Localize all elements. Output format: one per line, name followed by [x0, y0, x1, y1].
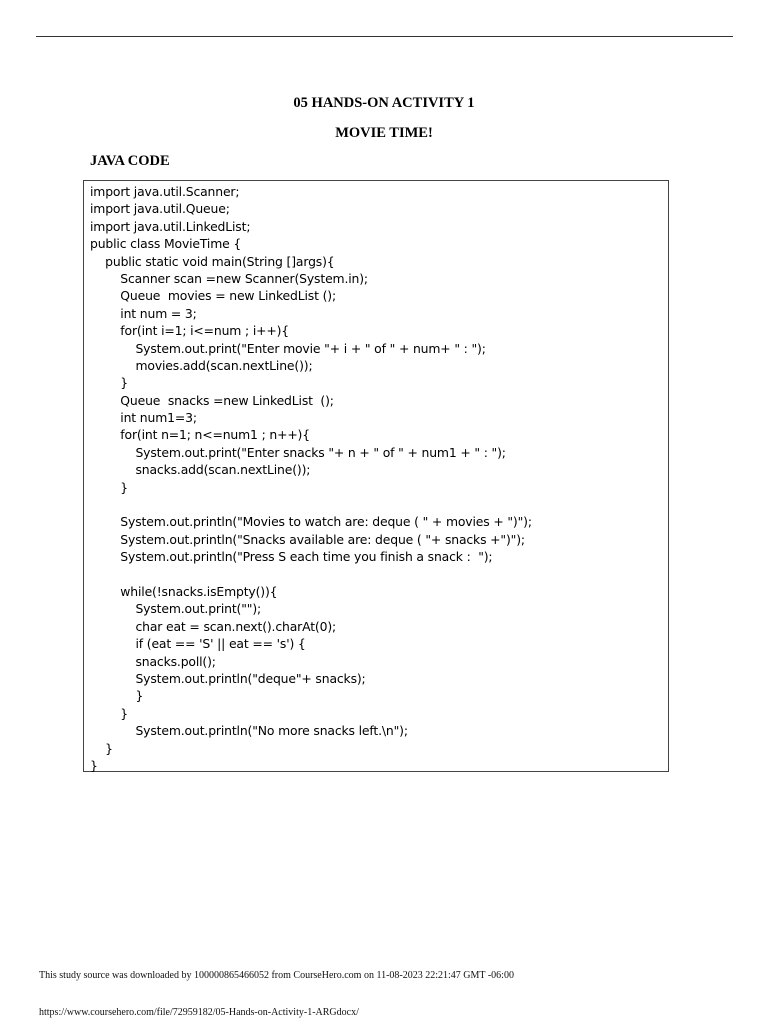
code-line	[90, 496, 532, 513]
top-divider	[36, 36, 733, 37]
code-lines	[90, 183, 532, 774]
code-line: }	[90, 705, 129, 721]
code-line: System.out.print("Enter movie "+ i + " of " + num+ " : ");	[90, 340, 486, 356]
code-line: import java.util.Scanner;	[90, 184, 240, 199]
section-label: JAVA CODE	[90, 153, 170, 169]
code-line	[90, 566, 532, 583]
code-line: movies.add(scan.nextLine());	[90, 357, 313, 373]
code-line: }	[90, 757, 98, 773]
code-line: }	[90, 740, 113, 756]
code-line: import java.util.LinkedList;	[90, 218, 251, 234]
footer-source-line: This study source was downloaded by 100000865466052 from CourseHero.com on 11-08-2023 22:21:47 GMT -06:00	[39, 970, 514, 981]
code-line: int num = 3;	[90, 305, 197, 321]
code-line: Queue movies = new LinkedList ();	[90, 288, 336, 304]
code-line: snacks.poll();	[90, 653, 216, 669]
code-line: }	[90, 375, 129, 391]
footer-url[interactable]: https://www.coursehero.com/file/72959182/05-Hands-on-Activity-1-ARGdocx/	[39, 1007, 359, 1018]
code-line: snacks.add(scan.nextLine());	[90, 462, 311, 478]
code-line: public class MovieTime {	[90, 236, 242, 252]
code-line: System.out.println("No more snacks left.\n");	[90, 723, 408, 739]
code-line: for(int n=1; n<=num1 ; n++){	[90, 427, 310, 443]
code-line: public static void main(String []args){	[90, 253, 335, 269]
code-line: Queue snacks =new LinkedList ();	[90, 392, 334, 408]
code-block	[83, 180, 669, 772]
page-title: 05 HANDS-ON ACTIVITY 1	[293, 95, 475, 111]
code-line: System.out.print("");	[90, 601, 262, 617]
code-line: }	[90, 479, 129, 495]
code-line: for(int i=1; i<=num ; i++){	[90, 323, 290, 339]
code-line: System.out.print("Enter snacks "+ n + " of " + num1 + " : ");	[90, 444, 506, 460]
code-line: System.out.println("Movies to watch are: deque ( " + movies + ")");	[90, 514, 532, 530]
code-line: System.out.println("Press S each time you finish a snack : ");	[90, 549, 493, 565]
code-line: import java.util.Queue;	[90, 201, 230, 217]
code-line: }	[90, 688, 144, 704]
code-line: Scanner scan =new Scanner(System.in);	[90, 270, 368, 286]
code-line: if (eat == 'S' || eat == 's') {	[90, 636, 306, 652]
code-line: System.out.println("deque"+ snacks);	[90, 670, 366, 686]
code-line: char eat = scan.next().charAt(0);	[90, 618, 337, 634]
page-subtitle: MOVIE TIME!	[335, 125, 433, 141]
code-line: while(!snacks.isEmpty()){	[90, 583, 278, 599]
code-line: System.out.println("Snacks available are: deque ( "+ snacks +")");	[90, 531, 525, 547]
code-line: int num1=3;	[90, 410, 197, 426]
